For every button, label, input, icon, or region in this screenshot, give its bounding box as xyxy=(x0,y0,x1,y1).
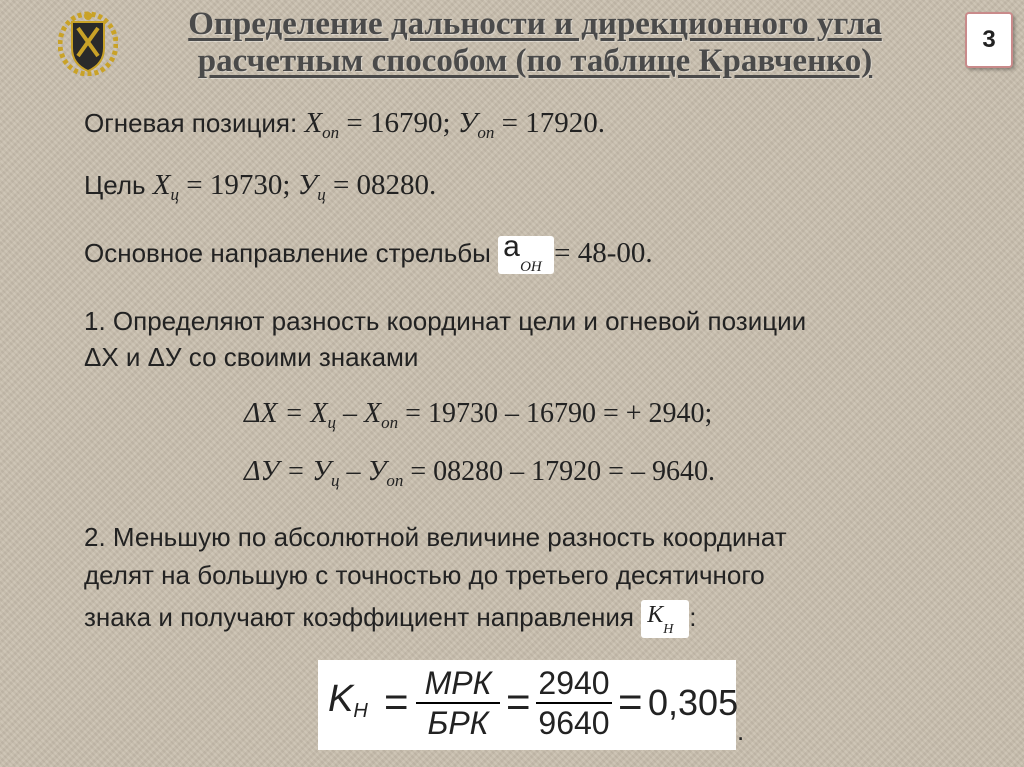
formula-eq3: = xyxy=(618,678,643,725)
fp-x-sub: оп xyxy=(322,123,340,142)
step2-line3-text: знака и получают коэффициент направления xyxy=(84,601,635,632)
delta-y-mid: – У xyxy=(346,456,387,487)
kn-chip-symbol: K xyxy=(647,602,664,628)
page-number-badge: 3 xyxy=(965,12,1013,68)
delta-y-sub2: оп xyxy=(386,471,404,490)
main-direction-line xyxy=(84,230,653,275)
step1-line2: ΔX и ΔУ со своими знаками xyxy=(84,342,419,372)
frac2-denominator: 9640 xyxy=(536,702,612,742)
frac2-numerator: 2940 xyxy=(538,665,610,701)
delta-x-sub1: ц xyxy=(327,413,337,432)
delta-y-rhs1: = У xyxy=(286,456,332,487)
kn-chip-sub: Н xyxy=(663,622,674,637)
delta-x-rhs1: = X xyxy=(284,398,328,429)
delta-y-rest: = 08280 – 17920 = – 9640. xyxy=(410,456,715,487)
firing-position-label: Огневая позиция: xyxy=(84,108,298,138)
main-direction-label: Основное направление стрельбы xyxy=(84,237,491,268)
tg-x-sub: ц xyxy=(170,185,179,204)
fraction-mrk-brk xyxy=(416,664,500,742)
firing-position-line xyxy=(84,108,605,148)
fp-y-value: = 17920. xyxy=(501,107,605,139)
formula-result: 0,305 xyxy=(648,682,739,723)
fraction-numbers xyxy=(536,664,612,742)
tg-y-sub: ц xyxy=(317,185,326,204)
alpha-symbol: a xyxy=(503,230,520,263)
fp-x-value: = 16790; xyxy=(346,107,451,139)
delta-x-sub2: оп xyxy=(381,413,399,432)
tg-x-symbol: X xyxy=(152,169,171,201)
delta-y-sub1: ц xyxy=(331,471,340,490)
alpha-sub: ОН xyxy=(520,259,542,275)
alpha-on-chip xyxy=(498,230,554,275)
army-emblem-icon xyxy=(58,8,118,76)
formula-kn-symbol: K xyxy=(328,678,354,720)
step2-colon: : xyxy=(689,601,697,632)
kn-formula xyxy=(318,660,739,750)
delta-y-equation xyxy=(244,456,715,491)
formula-trailing-dot: . xyxy=(737,716,745,746)
kn-chip xyxy=(641,600,689,638)
main-direction-value: = 48-00. xyxy=(554,236,653,269)
step2-line2: делят на большую с точностью до третьего десятичного xyxy=(84,560,765,590)
tg-y-value: = 08280. xyxy=(332,169,437,201)
formula-kn-sub: Н xyxy=(353,700,368,722)
formula-kn xyxy=(328,678,368,723)
target-label: Цель xyxy=(84,170,146,200)
slide-title-line2: расчетным способом (по таблице Кравченко) xyxy=(197,43,873,79)
delta-y-lhs: ΔУ xyxy=(244,456,280,487)
target-line xyxy=(84,170,436,210)
formula-eq1: = xyxy=(384,678,409,725)
fp-y-sub: оп xyxy=(477,123,495,142)
slide-title xyxy=(120,6,950,80)
delta-x-rest: = 19730 – 16790 = + 2940; xyxy=(405,398,713,429)
delta-x-equation xyxy=(244,398,712,433)
step1-line1: 1. Определяют разность координат цели и огневой позиции xyxy=(84,306,807,336)
fp-x-symbol: X xyxy=(304,107,323,139)
fp-y-symbol: У xyxy=(457,107,478,139)
frac1-numerator: МРК xyxy=(424,665,492,701)
delta-x-lhs: ΔX xyxy=(244,398,278,429)
step2-line1: 2. Меньшую по абсолютной величине разность координат xyxy=(84,522,787,552)
formula-eq2: = xyxy=(506,678,531,725)
frac1-denominator: БРК xyxy=(416,702,500,742)
tg-y-symbol: У xyxy=(297,169,318,201)
tg-x-value: = 19730; xyxy=(186,169,291,201)
step2-line3 xyxy=(84,600,696,638)
slide-title-line1: Определение дальности и дирекционного угла xyxy=(188,6,882,42)
delta-x-mid: – X xyxy=(343,398,382,429)
